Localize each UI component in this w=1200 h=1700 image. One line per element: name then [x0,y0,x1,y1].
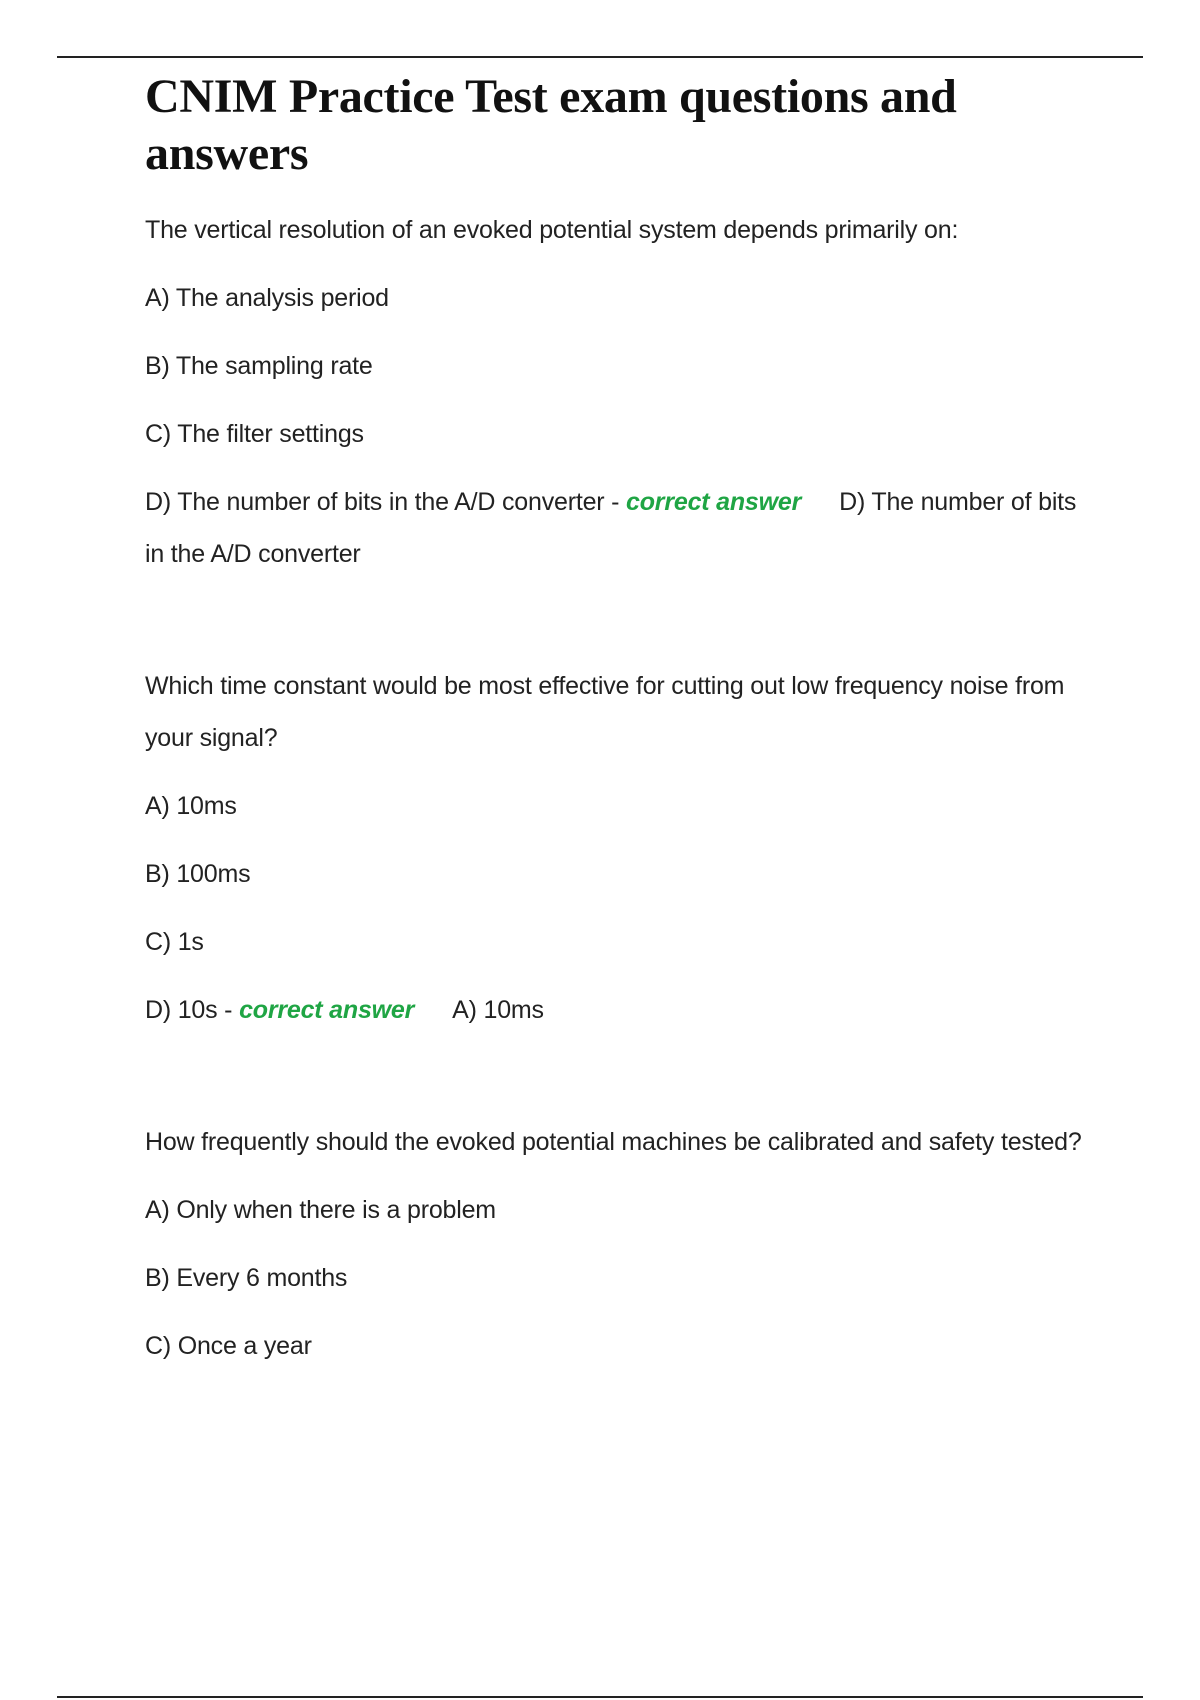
option-b: B) The sampling rate [145,352,373,380]
option-a: A) Only when there is a problem [145,1196,496,1224]
question-1 [145,204,1085,580]
correct-answer-label: correct answer [239,996,415,1024]
option-d: D) 10s - [145,996,233,1024]
option-d: D) The number of bits in the A/D converter - [145,488,620,516]
question-3 [145,1116,1085,1372]
option-d-with-answer [145,476,1085,580]
option-b: B) 100ms [145,860,251,888]
option-a: A) The analysis period [145,284,389,312]
correct-answer-label: correct answer [626,488,802,516]
option-c: C) The filter settings [145,420,364,448]
option-c: C) 1s [145,928,204,956]
question-stem: The vertical resolution of an evoked potential system depends primarily on: [145,216,959,244]
question-stem: Which time constant would be most effective for cutting out low frequency noise from your signal? [145,672,1065,752]
page-title: CNIM Practice Test exam questions and answers [145,70,957,180]
option-b: B) Every 6 months [145,1264,348,1292]
top-rule [57,56,1143,58]
answer-text: A) 10ms [452,996,544,1024]
document-body [145,68,1085,1372]
bottom-rule [57,1696,1143,1698]
answer-text: D) The number of bits in the A/D converter [145,488,1077,568]
option-a: A) 10ms [145,792,237,820]
option-c: C) Once a year [145,1332,312,1360]
option-d-with-answer [145,984,1085,1036]
question-stem: How frequently should the evoked potential machines be calibrated and safety tested? [145,1128,1082,1156]
question-2 [145,660,1085,1036]
